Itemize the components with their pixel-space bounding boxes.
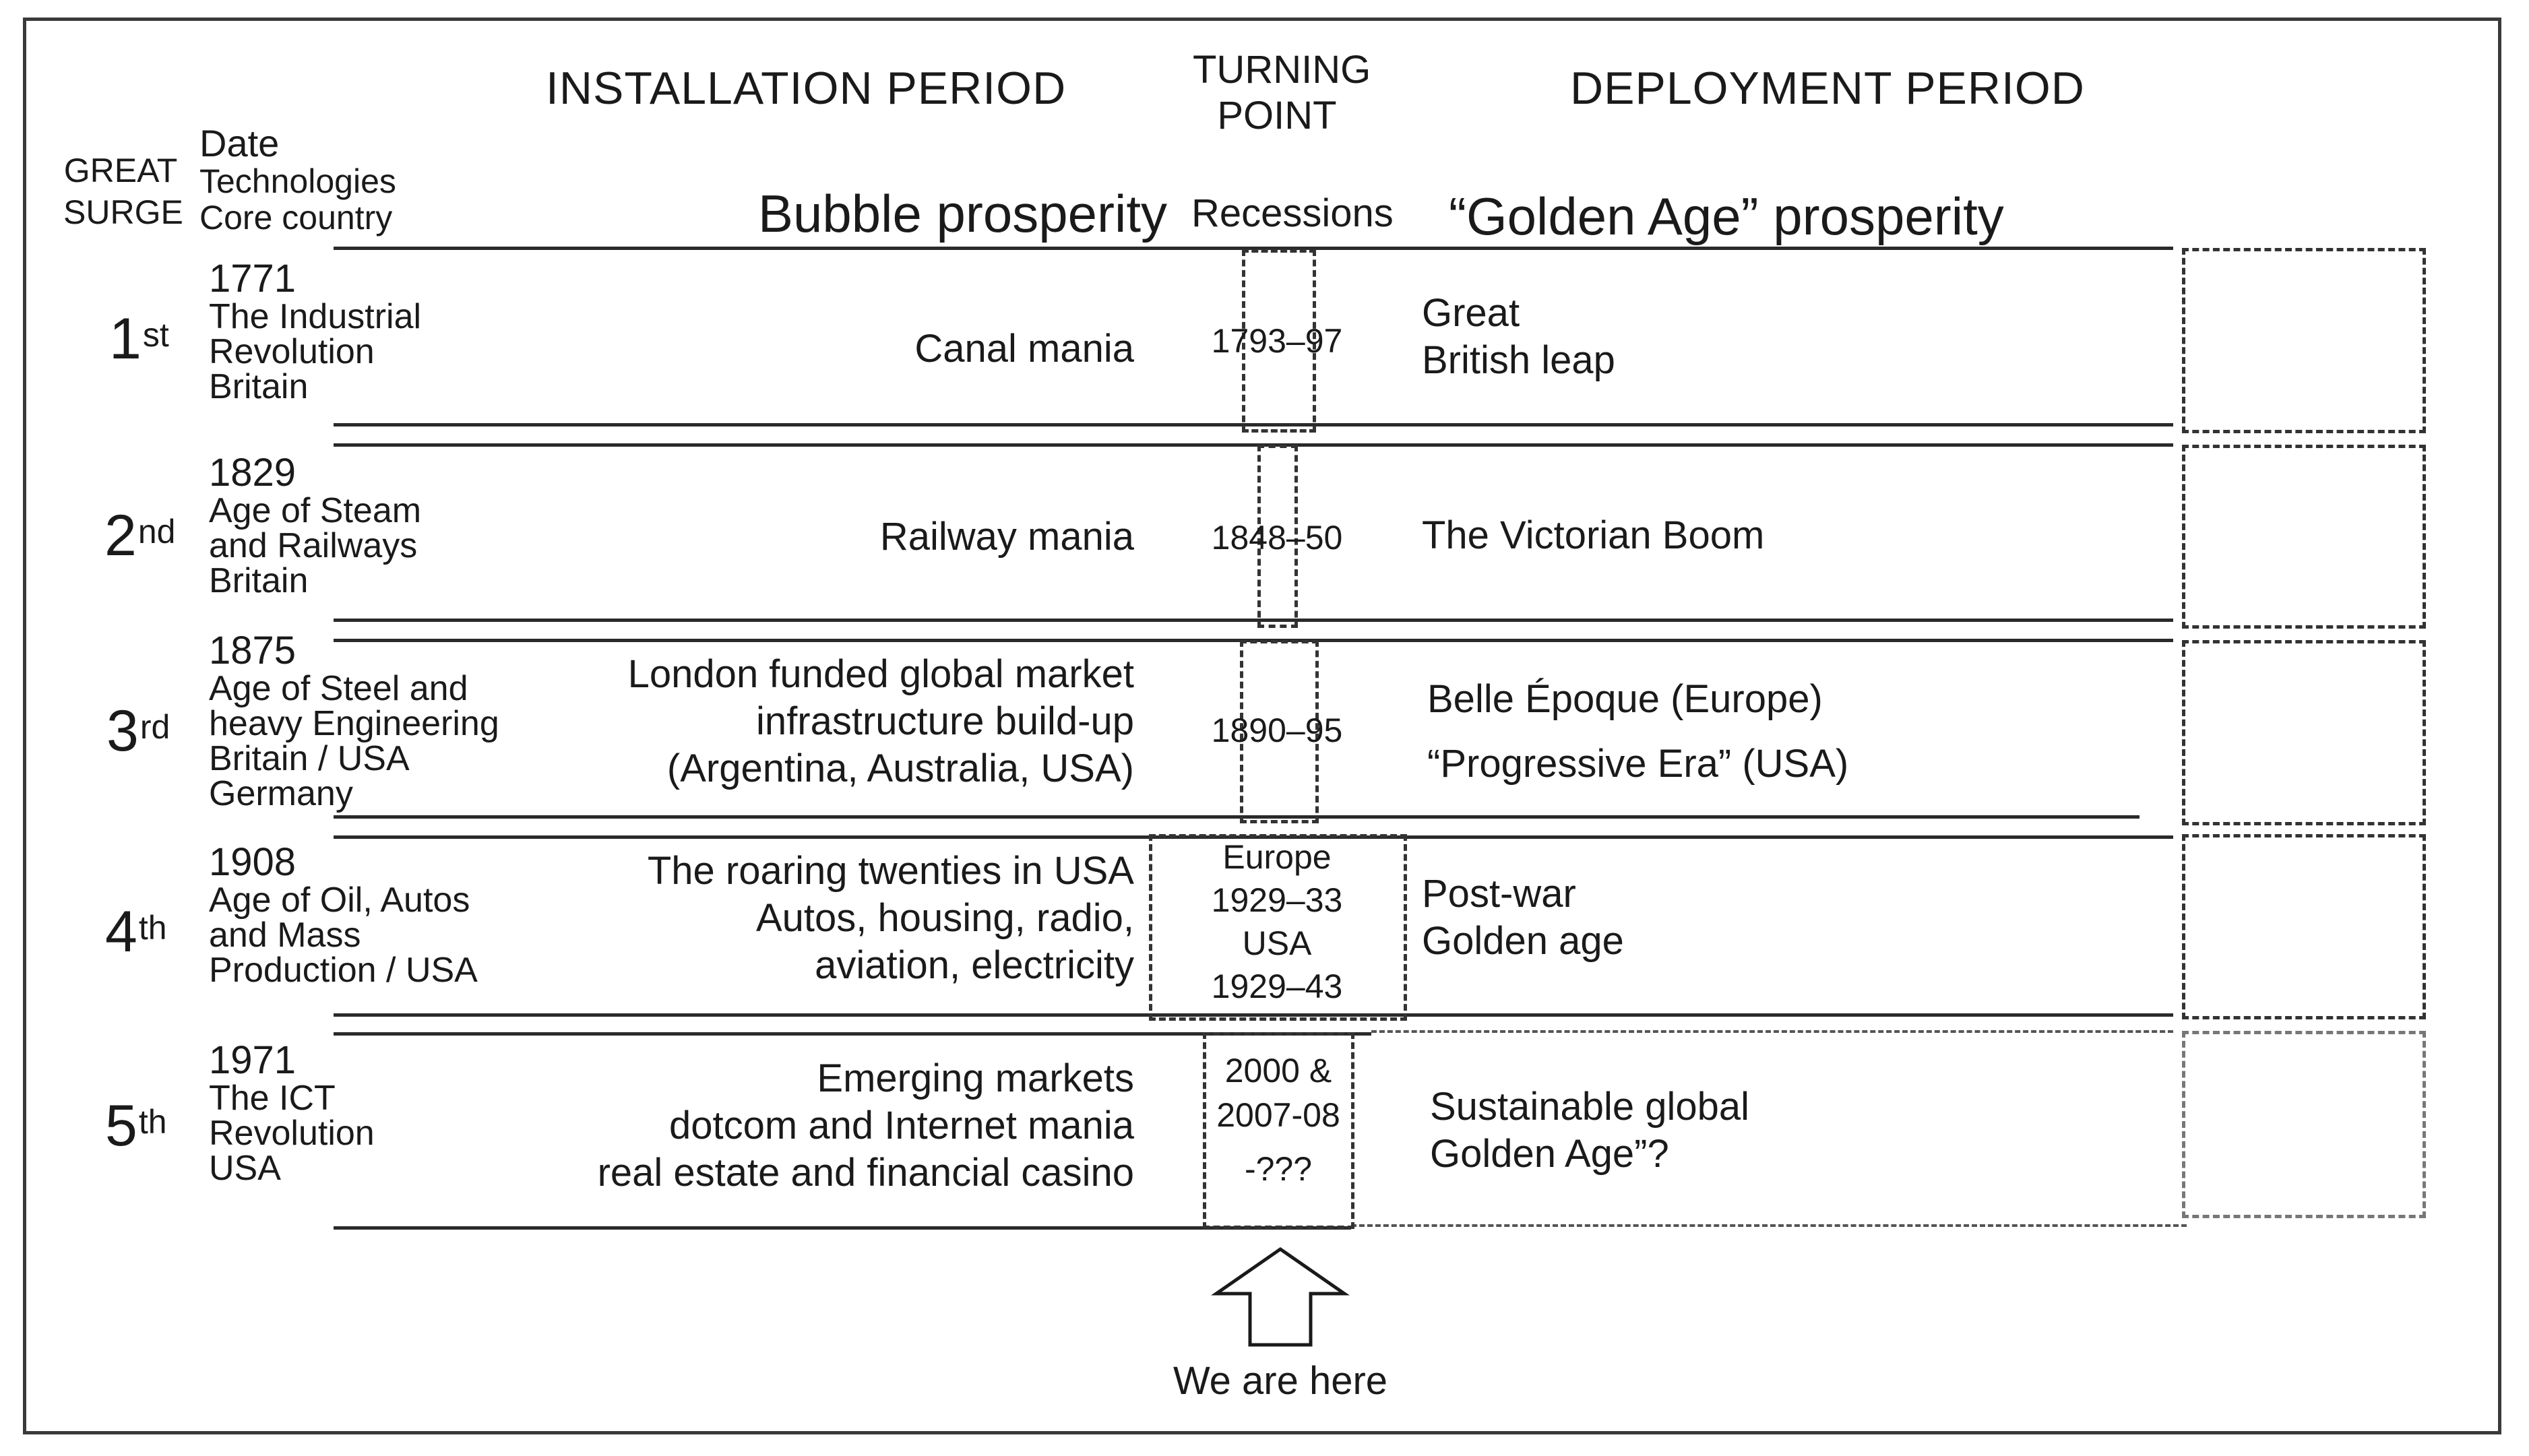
deployment-text [1422,871,1624,965]
great-surge-line-1: GREAT [63,152,178,189]
surge-year: 1908 [209,840,296,884]
column-heading-technologies: Technologies [199,162,396,200]
turning-point-heading [1193,47,1371,139]
surge-ordinal: 3rd [106,699,170,763]
deployment-line: Golden age [1422,919,1624,963]
deployment-line: Belle Époque (Europe) [1427,677,1823,721]
surge-info [209,453,421,598]
turning-point-text [1196,319,1358,362]
surge-year: 1771 [209,257,296,300]
turning-point-line: 2000 & [1224,1052,1332,1089]
deployment-line: “Progressive Era” (USA) [1427,742,1849,786]
installation-line: aviation, electricity [815,943,1134,987]
deployment-text [1422,512,1764,559]
surge-ordinal: 4th [105,899,167,964]
up-arrow-icon [1210,1246,1351,1348]
surge-tech-line: Britain / USA [209,739,410,778]
turning-point-text [1197,1048,1359,1191]
empty-right-box [2182,445,2426,629]
turning-point-text [1196,516,1358,559]
surge-tech-line: and Mass [209,916,361,955]
surge-year: 1829 [209,451,296,495]
turning-point-line-2: POINT [1217,94,1337,137]
bubble-prosperity-heading: Bubble prosperity [758,184,1168,243]
turning-point-line: -??? [1244,1150,1313,1188]
recessions-heading: Recessions [1191,191,1394,235]
surge-info [209,259,421,404]
surge-tech-line: Germany [209,774,353,813]
column-heading-date: Date [199,122,280,164]
turning-point-line: 1929–33 [1211,881,1343,919]
surge-tech-line: heavy Engineering [209,704,499,743]
empty-right-box [2182,1031,2426,1218]
surge-info [209,1040,375,1186]
surge-tech-line: and Railways [209,526,418,565]
surge-info [209,842,478,988]
deployment-line: The Victorian Boom [1422,513,1765,557]
installation-line: Autos, housing, radio, [755,896,1134,940]
deployment-text [1427,667,1848,796]
we-are-here-label: We are here [1173,1359,1388,1403]
turning-point-line: USA [1242,924,1312,962]
row-divider-dashed [1351,1224,2187,1227]
turning-point-text [1196,835,1358,1008]
great-surge-heading [63,150,183,233]
row-divider [334,1226,1351,1230]
turning-point-line-1: TURNING [1193,48,1371,92]
installation-line: Railway mania [879,515,1134,559]
empty-right-box [2182,640,2426,825]
great-surge-line-2: SURGE [63,193,183,231]
surge-tech-line: Production / USA [209,951,478,990]
surge-tech-line: Revolution [209,1114,375,1153]
installation-line: London funded global market [627,652,1134,696]
row-divider [334,815,2140,819]
turning-point-line: 1890–95 [1211,711,1343,749]
deployment-line: Sustainable global [1430,1085,1750,1129]
installation-line: dotcom and Internet mania [669,1104,1134,1147]
installation-line: infrastructure build-up [756,699,1134,743]
surge-year: 1875 [209,629,296,672]
installation-line: real estate and financial casino [597,1151,1134,1195]
installation-text [648,848,1134,989]
empty-right-box [2182,248,2426,433]
deployment-line: Post-war [1422,872,1576,916]
installation-line: The roaring twenties in USA [647,849,1134,893]
deployment-text [1430,1083,1749,1178]
deployment-period-heading: DEPLOYMENT PERIOD [1570,63,2085,114]
installation-text [880,513,1134,561]
deployment-line: Golden Age”? [1430,1132,1669,1176]
surge-tech-line: Revolution [209,332,375,371]
surge-tech-line: USA [209,1149,281,1188]
turning-point-line: Europe [1222,838,1332,876]
row-divider [334,443,2173,447]
surge-ordinal: 5th [105,1094,167,1158]
surge-info [209,631,499,811]
surge-tech-line: Age of Oil, Autos [209,881,470,920]
deployment-line: Great [1422,291,1520,335]
surge-year: 1971 [209,1038,296,1082]
turning-point-text [1196,709,1358,752]
surge-tech-line: The ICT [209,1079,336,1118]
row-divider [334,619,2173,622]
turning-point-line: 1793–97 [1211,322,1343,360]
installation-line: Emerging markets [817,1056,1134,1100]
deployment-line: British leap [1422,338,1615,382]
surge-ordinal: 2nd [104,503,176,568]
surge-tech-line: Britain [209,561,309,600]
installation-period-heading: INSTALLATION PERIOD [546,63,1067,114]
installation-text [914,325,1134,373]
row-divider-dashed [1371,1030,2173,1033]
deployment-text [1422,290,1615,384]
installation-line: (Argentina, Australia, USA) [666,747,1134,790]
surge-tech-line: Age of Steel and [209,669,468,708]
surge-tech-line: Age of Steam [209,491,422,530]
turning-point-line: 2007-08 [1216,1096,1340,1134]
golden-age-heading: “Golden Age” prosperity [1449,187,2004,246]
turning-point-line: 1848–50 [1211,519,1343,557]
installation-line: Canal mania [914,327,1134,371]
empty-right-box [2182,834,2426,1019]
column-heading-info [199,124,396,236]
column-heading-core-country: Core country [199,199,393,236]
installation-text [598,1055,1134,1197]
turning-point-line: 1929–43 [1211,968,1343,1005]
installation-text [628,651,1134,792]
surge-ordinal: 1st [109,307,169,371]
surge-tech-line: The Industrial [209,297,422,336]
surge-tech-line: Britain [209,367,309,406]
